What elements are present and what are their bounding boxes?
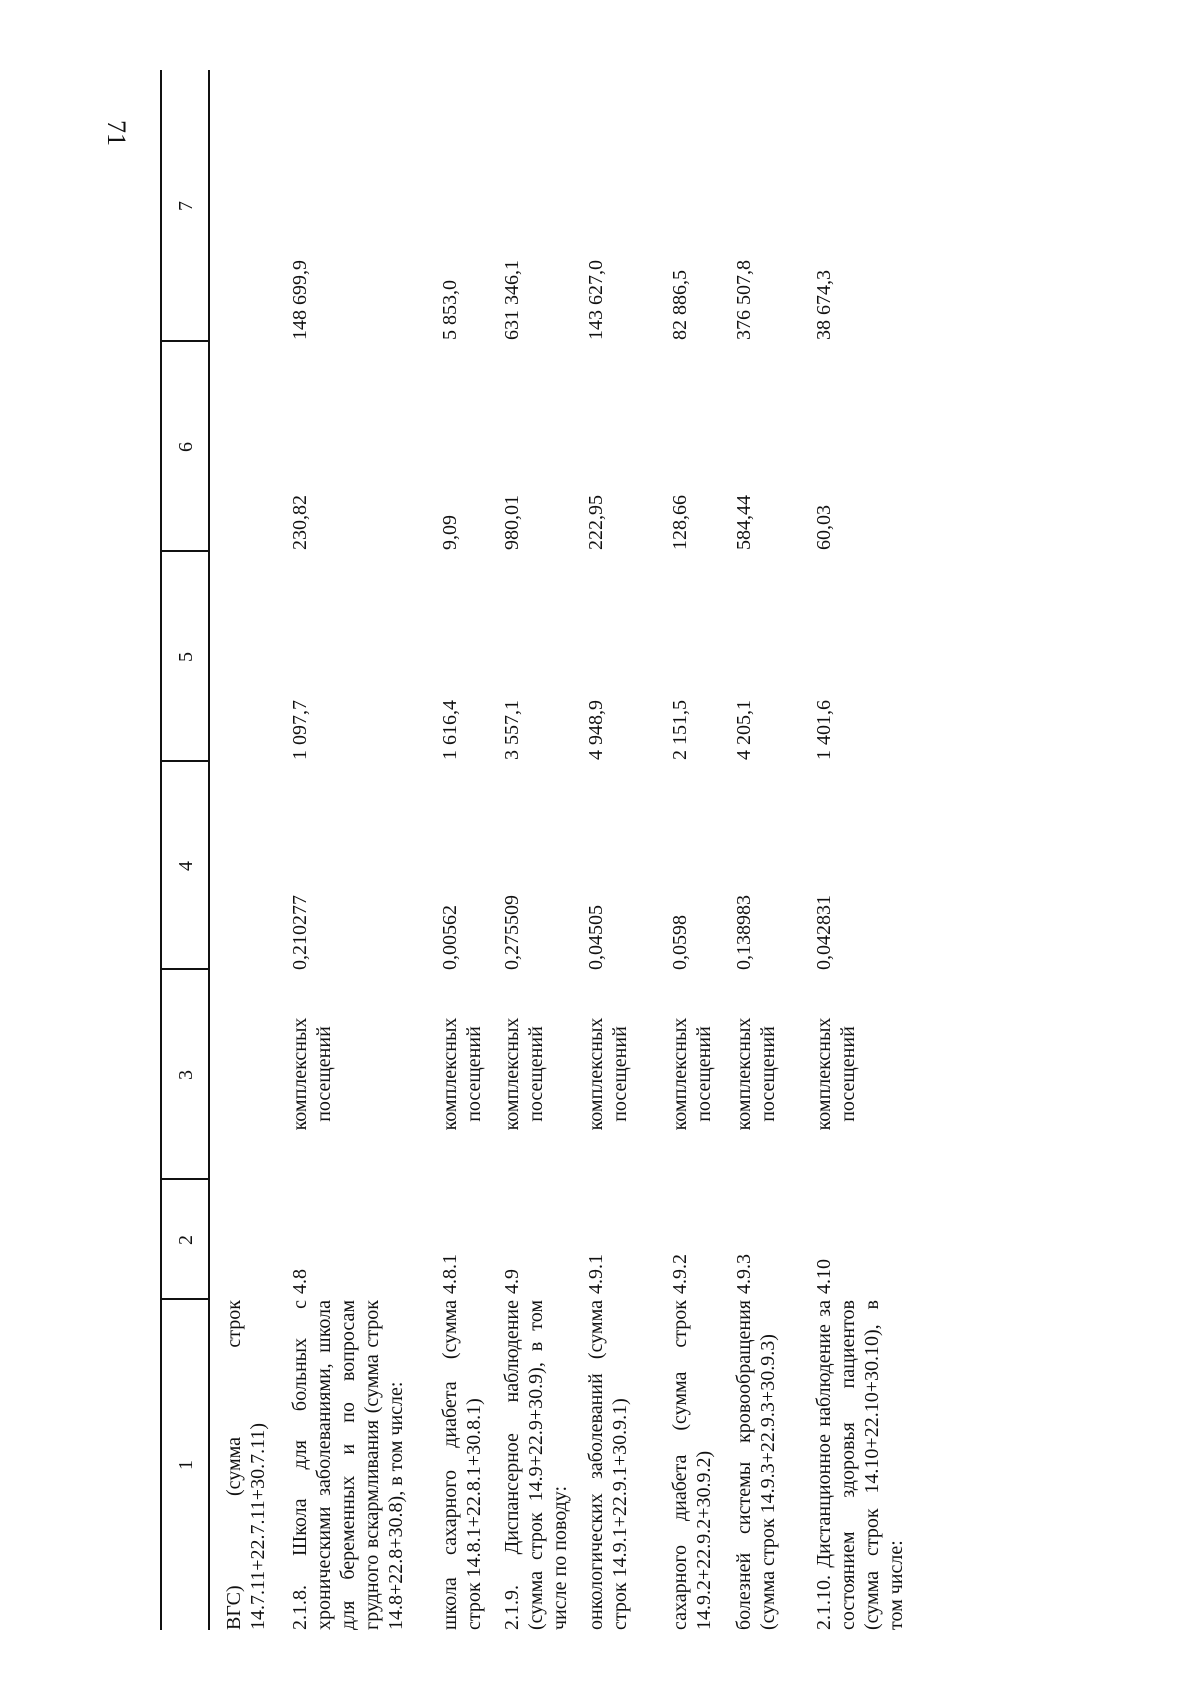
row-value-5: 2 151,5 <box>669 700 691 760</box>
data-table <box>160 70 1080 1630</box>
row-code: 4.9 <box>501 1269 523 1294</box>
col-header-2: 2 <box>175 1235 197 1245</box>
row-unit: комплексных посещений <box>585 1017 631 1131</box>
row-value-6: 9,09 <box>439 515 461 550</box>
row-value-4: 0,138983 <box>733 895 755 970</box>
row-label: 2.1.9. Диспансерное наблюдение (сумма строк 14.9+22.9+30.9), в том числе по поводу: <box>501 1300 571 1630</box>
col-header-5: 5 <box>175 652 197 662</box>
row-value-7: 5 853,0 <box>439 280 461 340</box>
col-header-6: 6 <box>175 442 197 452</box>
col-header-1: 1 <box>175 1460 197 1470</box>
table-top-border <box>160 70 162 1630</box>
row-unit: комплексных посещений <box>669 1017 715 1131</box>
col-header-4: 4 <box>175 861 197 871</box>
row-label: онкологических заболеваний (сумма строк 14.9.1+22.9.1+30.9.1) <box>585 1300 631 1630</box>
row-unit: комплексных посещений <box>439 1017 485 1131</box>
row-code: 4.9.2 <box>669 1254 691 1294</box>
row-label: болезней системы кровообращения (сумма строк 14.9.3+22.9.3+30.9.3) <box>733 1300 779 1630</box>
row-value-5: 1 401,6 <box>813 700 835 760</box>
row-unit: комплексных посещений <box>501 1017 547 1131</box>
row-label: 2.1.8. Школа для больных с хроническими заболеваниями, школа для беременных и по вопросам грудного вскармливания (сумма строк 14.8+22.8+30.8), в том числе: <box>289 1300 407 1630</box>
col-header-7: 7 <box>175 201 197 211</box>
row-code: 4.8.1 <box>439 1254 461 1294</box>
row-value-5: 4 205,1 <box>733 700 755 760</box>
rotated-table-container <box>160 70 1080 1630</box>
row-label: сахарного диабета (сумма строк 14.9.2+22.9.2+30.9.2) <box>669 1300 715 1630</box>
row-label: ВГС) (сумма строк 14.7.11+22.7.11+30.7.11) <box>223 1300 269 1630</box>
row-value-7: 38 674,3 <box>813 270 835 340</box>
col-header-3: 3 <box>175 1070 197 1080</box>
row-code: 4.10 <box>813 1259 835 1294</box>
row-value-5: 1 097,7 <box>289 700 311 760</box>
row-value-4: 0,042831 <box>813 895 835 970</box>
row-value-6: 222,95 <box>585 495 607 550</box>
row-code: 4.8 <box>289 1269 311 1294</box>
row-value-4: 0,0598 <box>669 915 691 970</box>
row-value-4: 0,04505 <box>585 905 607 970</box>
row-value-5: 3 557,1 <box>501 700 523 760</box>
row-value-4: 0,00562 <box>439 905 461 970</box>
row-unit: комплексных посещений <box>289 1017 335 1131</box>
row-code: 4.9.1 <box>585 1254 607 1294</box>
row-value-6: 128,66 <box>669 495 691 550</box>
row-value-7: 143 627,0 <box>585 260 607 340</box>
row-value-6: 980,01 <box>501 495 523 550</box>
row-value-4: 0,275509 <box>501 895 523 970</box>
row-code: 4.9.3 <box>733 1254 755 1294</box>
row-value-5: 4 948,9 <box>585 700 607 760</box>
row-value-7: 148 699,9 <box>289 260 311 340</box>
row-value-7: 376 507,8 <box>733 260 755 340</box>
row-value-6: 584,44 <box>733 495 755 550</box>
row-value-4: 0,210277 <box>289 895 311 970</box>
row-unit: комплексных посещений <box>733 1017 779 1131</box>
header-bottom-border <box>208 70 210 1630</box>
row-value-6: 230,82 <box>289 495 311 550</box>
row-value-7: 82 886,5 <box>669 270 691 340</box>
row-value-5: 1 616,4 <box>439 700 461 760</box>
row-unit: комплексных посещений <box>813 1017 859 1131</box>
row-label: школа сахарного диабета (сумма строк 14.8.1+22.8.1+30.8.1) <box>439 1300 485 1630</box>
row-value-6: 60,03 <box>813 505 835 550</box>
row-label: 2.1.10. Дистанционное наблюдение за состоянием здоровья пациентов (сумма строк 14.10+22.10+30.10), в том числе: <box>813 1300 907 1630</box>
row-value-7: 631 346,1 <box>501 260 523 340</box>
page-number: 71 <box>102 120 131 146</box>
